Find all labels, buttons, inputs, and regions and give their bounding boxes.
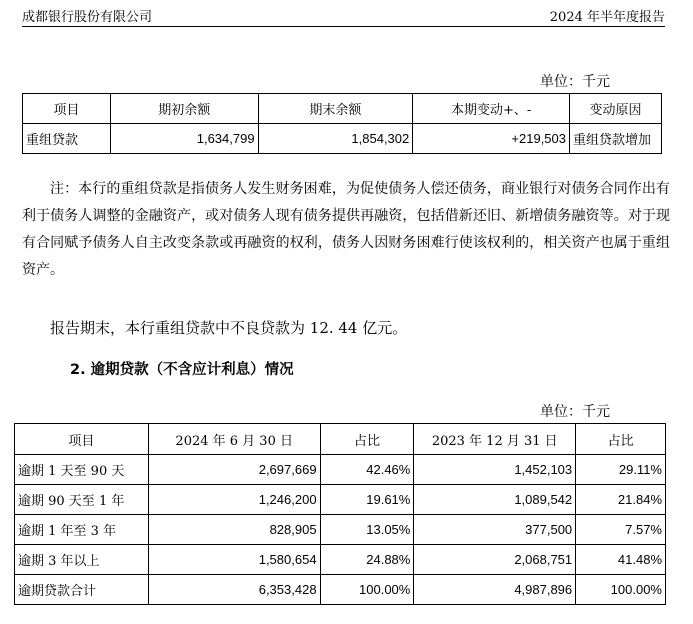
table-cell: 逾期 3 年以上 bbox=[15, 545, 149, 575]
table-cell: 377,500 bbox=[414, 515, 576, 545]
table-cell: 2,068,751 bbox=[414, 545, 576, 575]
table-row bbox=[15, 575, 666, 605]
table-cell: 重组贷款增加 bbox=[570, 124, 662, 154]
table-cell: 逾期 1 年至 3 年 bbox=[15, 515, 149, 545]
table-row bbox=[23, 124, 662, 154]
column-header: 项目 bbox=[15, 424, 149, 455]
column-header: 2024 年 6 月 30 日 bbox=[148, 424, 320, 455]
table-cell: 逾期贷款合计 bbox=[15, 575, 149, 605]
table-cell: 1,634,799 bbox=[110, 124, 258, 154]
table-cell: 2,697,669 bbox=[148, 455, 320, 485]
report-title: 2024 年半年度报告 bbox=[549, 10, 665, 25]
column-header: 占比 bbox=[320, 424, 414, 455]
table-cell: 1,854,302 bbox=[258, 124, 413, 154]
table-cell: 29.11% bbox=[576, 455, 666, 485]
column-header: 本期变动+、- bbox=[413, 94, 570, 124]
table-cell: 13.05% bbox=[320, 515, 414, 545]
table-cell: 1,246,200 bbox=[148, 485, 320, 515]
table-cell: 6,353,428 bbox=[148, 575, 320, 605]
overdue-loans-table bbox=[14, 423, 666, 605]
restructured-loans-table bbox=[22, 93, 662, 154]
table-cell: 4,987,896 bbox=[414, 575, 576, 605]
table2-unit: 单位：千元 bbox=[540, 404, 610, 420]
section-title: 2. 逾期贷款（不含应计利息）情况 bbox=[70, 362, 294, 378]
company-name: 成都银行股份有限公司 bbox=[22, 10, 153, 25]
column-header: 变动原因 bbox=[570, 94, 662, 124]
table-cell: 100.00% bbox=[320, 575, 414, 605]
table-cell: 1,580,654 bbox=[148, 545, 320, 575]
table-cell: 1,089,542 bbox=[414, 485, 576, 515]
table-header-row bbox=[23, 94, 662, 124]
table-row bbox=[15, 545, 666, 575]
table-cell: +219,503 bbox=[413, 124, 570, 154]
column-header: 期末余额 bbox=[258, 94, 413, 124]
table-cell: 1,452,103 bbox=[414, 455, 576, 485]
table-cell: 21.84% bbox=[576, 485, 666, 515]
column-header: 2023 年 12 月 31 日 bbox=[414, 424, 576, 455]
summary-paragraph: 报告期末，本行重组贷款中不良贷款为 12. 44 亿元。 bbox=[50, 319, 408, 337]
column-header: 期初余额 bbox=[110, 94, 258, 124]
table-cell: 100.00% bbox=[576, 575, 666, 605]
table-cell: 逾期 90 天至 1 年 bbox=[15, 485, 149, 515]
column-header: 占比 bbox=[576, 424, 666, 455]
column-header: 项目 bbox=[23, 94, 111, 124]
table-cell: 重组贷款 bbox=[23, 124, 111, 154]
note-paragraph: 注：本行的重组贷款是指债务人发生财务困难，为促使债务人偿还债务，商业银行对债务合同作出有利于债务人调整的金融资产，或对债务人现有债务提供再融资，包括借新还旧、新增债务融资等。对于现有合同赋予债务人自主改变条款或再融资的权利，债务人因财务困难行使该权利的，相关资产也属于重组资产。 bbox=[22, 181, 670, 278]
table-row bbox=[15, 515, 666, 545]
page-header bbox=[22, 4, 665, 27]
table1-unit: 单位：千元 bbox=[540, 74, 610, 90]
table-cell: 24.88% bbox=[320, 545, 414, 575]
table-cell: 逾期 1 天至 90 天 bbox=[15, 455, 149, 485]
table-cell: 7.57% bbox=[576, 515, 666, 545]
table-row bbox=[15, 485, 666, 515]
table-cell: 42.46% bbox=[320, 455, 414, 485]
table-cell: 828,905 bbox=[148, 515, 320, 545]
table-header-row bbox=[15, 424, 666, 455]
table-cell: 19.61% bbox=[320, 485, 414, 515]
table-cell: 41.48% bbox=[576, 545, 666, 575]
table-row bbox=[15, 455, 666, 485]
